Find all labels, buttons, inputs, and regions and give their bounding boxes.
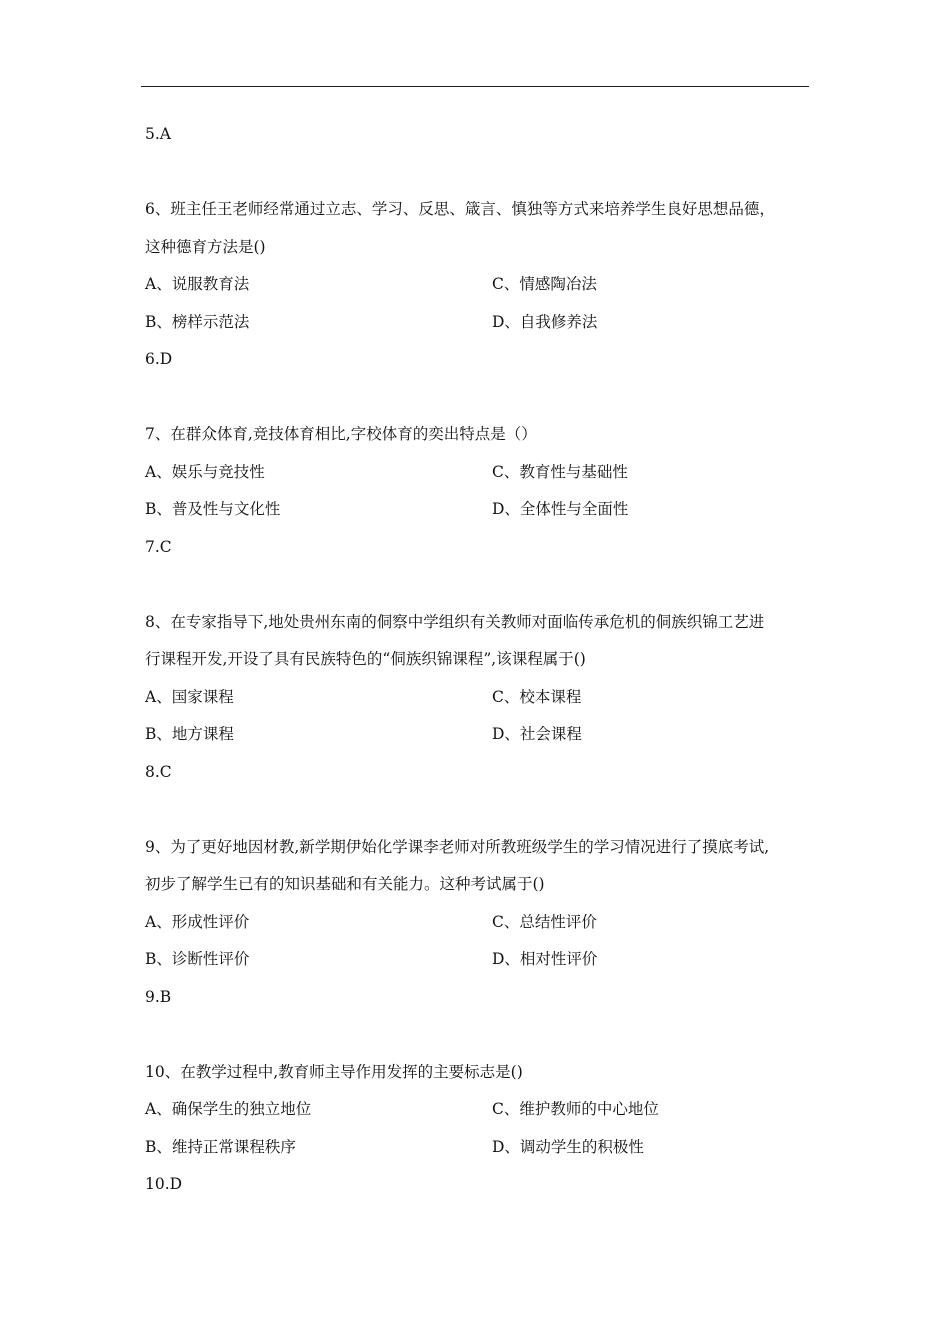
question-10 xyxy=(145,1060,810,1248)
options-grid xyxy=(145,1097,810,1172)
header-rule xyxy=(141,86,809,87)
question-stem-line: 8、在专家指导下,地处贵州东南的侗察中学组织有关教师对面临传承危机的侗族织锦工艺进 xyxy=(145,612,765,631)
option-d: D、社会课程 xyxy=(492,725,582,743)
option-c: C、教育性与基础性 xyxy=(492,462,628,481)
option-a: A、娱乐与竞技性 xyxy=(145,462,265,481)
option-c: C、情感陶冶法 xyxy=(492,275,597,293)
options-grid xyxy=(145,685,810,760)
question-stem-line: 6、班主任王老师经常通过立志、学习、反思、箴言、慎独等方式来培养学生良好思想品德， xyxy=(145,200,775,218)
option-d: D、调动学生的积极性 xyxy=(492,1137,644,1156)
previous-answer: 5.A xyxy=(145,125,171,143)
option-b: B、普及性与文化性 xyxy=(145,500,281,518)
options-grid xyxy=(145,460,810,535)
answer: 6.D xyxy=(145,350,173,368)
option-c: C、校本课程 xyxy=(492,687,582,706)
option-a: A、国家课程 xyxy=(145,687,234,706)
option-d: D、相对性评价 xyxy=(492,950,598,968)
option-d: D、自我修养法 xyxy=(492,312,598,331)
option-b: B、诊断性评价 xyxy=(145,950,250,968)
question-stem-line: 10、在教学过程中,教育师主导作用发挥的主要标志是() xyxy=(145,1062,523,1081)
answer: 7.C xyxy=(145,537,172,556)
question-stem-line: 7、在群众体育,竞技体育相比,字校体育的奕出特点是（） xyxy=(145,425,537,443)
option-c: C、总结性评价 xyxy=(492,912,597,931)
option-a: A、说服教育法 xyxy=(145,275,250,293)
question-stem-line: 9、为了更好地因材教,新学期伊始化学课李老师对所教班级学生的学习情况进行了摸底考试, xyxy=(145,837,770,856)
option-b: B、地方课程 xyxy=(145,725,234,743)
options-grid xyxy=(145,910,810,985)
question-7 xyxy=(145,422,810,610)
question-stem-line: 这种德育方法是() xyxy=(145,237,266,256)
option-b: B、维持正常课程秩序 xyxy=(145,1137,296,1156)
question-8 xyxy=(145,610,810,835)
answer: 10.D xyxy=(145,1175,183,1193)
option-a: A、确保学生的独立地位 xyxy=(145,1100,312,1118)
option-a: A、形成性评价 xyxy=(145,912,250,931)
option-b: B、榜样示范法 xyxy=(145,312,250,331)
question-stem-line: 初步了解学生已有的知识基础和有关能力。这种考试属于() xyxy=(145,875,545,893)
question-9 xyxy=(145,835,810,1060)
answer: 9.B xyxy=(145,987,172,1006)
option-c: C、维护教师的中心地位 xyxy=(492,1100,659,1118)
option-d: D、全体性与全面性 xyxy=(492,500,629,518)
options-grid xyxy=(145,272,810,347)
question-6 xyxy=(145,197,810,422)
answer: 8.C xyxy=(145,762,172,781)
question-stem-line: 行课程开发,开设了具有民族特色的“侗族织锦课程”,该课程属于() xyxy=(145,650,586,668)
document-content xyxy=(145,122,810,1247)
